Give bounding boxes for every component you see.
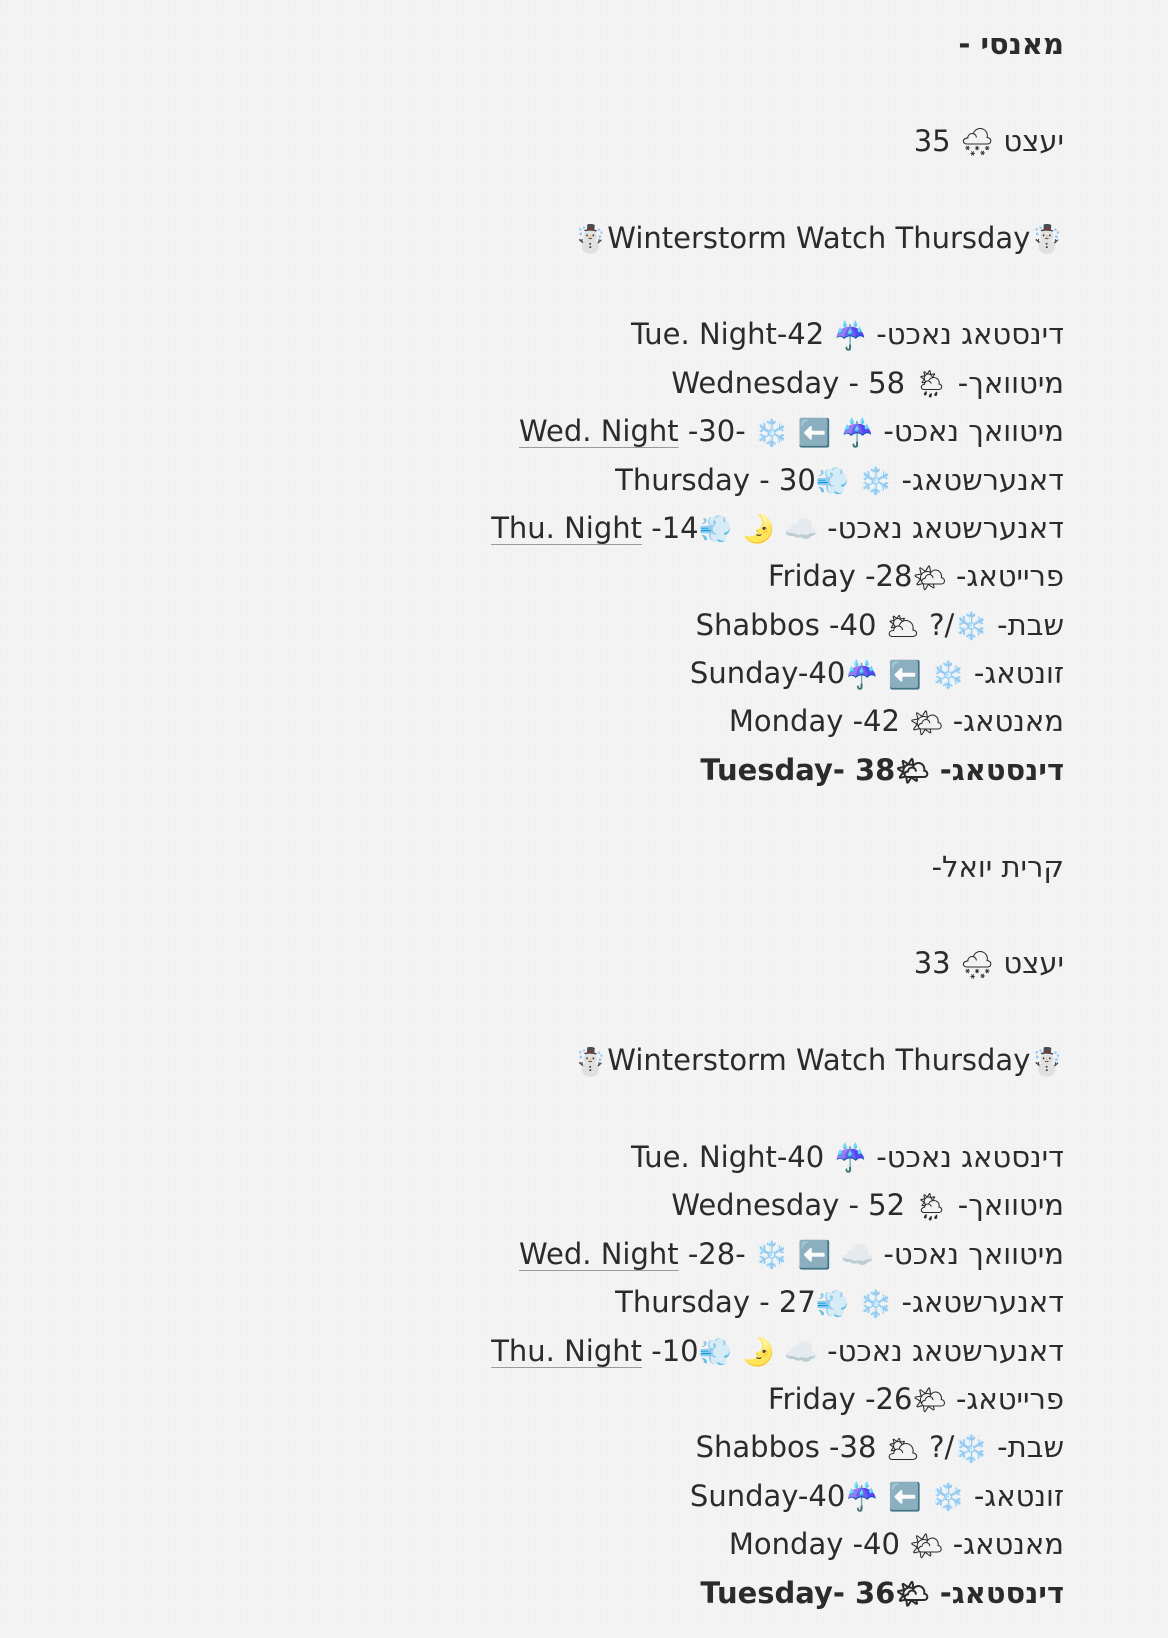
- english-day: -10: [642, 1333, 699, 1368]
- hebrew-day: דאנערשטאג נאכט-: [827, 1333, 1064, 1368]
- forecast-row: [304, 1278, 1064, 1326]
- cloud-icon: ☁️: [840, 1240, 875, 1272]
- forecast-row: [304, 697, 1064, 745]
- hebrew-day: מאנטאג-: [952, 1527, 1064, 1562]
- english-day: Shabbos -40: [695, 607, 877, 642]
- forecast-list: [304, 1133, 1064, 1617]
- hebrew-day: שבת-: [997, 1430, 1064, 1465]
- blank-line: [304, 794, 1064, 842]
- forecast-row: [304, 1375, 1064, 1423]
- sun-behind-cloud-icon: 🌤: [912, 1385, 947, 1417]
- umbrella-rain-icon: ☔️: [833, 1143, 868, 1175]
- blank-line: [304, 891, 1064, 939]
- section-title: מאנסי -: [958, 27, 1064, 61]
- storm-watch: [304, 1036, 1064, 1084]
- hebrew-day: דאנערשטאג-: [901, 462, 1064, 497]
- umbrella-rain-icon: ☔️: [840, 417, 875, 449]
- forecast-row: [304, 504, 1064, 552]
- current-weather: [304, 939, 1064, 987]
- left-arrow-icon: ⬅️: [888, 1482, 922, 1514]
- hebrew-day: מאנטאג-: [952, 704, 1064, 739]
- snowflake-icon: ❄️: [754, 417, 789, 449]
- forecast-row: [304, 1472, 1064, 1520]
- hebrew-day: דינסטאג נאכט-: [876, 1139, 1064, 1174]
- snowflake-icon: ❄️: [858, 466, 893, 498]
- sun-behind-large-cloud-icon: 🌥: [885, 1433, 920, 1465]
- snowman-icon: ☃️: [1030, 1046, 1064, 1078]
- forecast-row: [304, 649, 1064, 697]
- hebrew-day: דינסטאג-: [939, 1575, 1064, 1610]
- storm-watch-text: Winterstorm Watch Thursday: [607, 1043, 1031, 1078]
- wind-icon: 💨: [815, 466, 850, 498]
- english-day: Wednesday - 52: [671, 1188, 906, 1223]
- umbrella-rain-icon: ☔️: [833, 320, 868, 352]
- now-label: יעצט: [1003, 123, 1064, 158]
- hebrew-day: דאנערשטאג-: [901, 1285, 1064, 1320]
- forecast-row: [304, 1520, 1064, 1568]
- question-slash: ?/: [929, 1430, 955, 1465]
- forecast-list: [304, 310, 1064, 794]
- forecast-row: [304, 1423, 1064, 1471]
- section-title: קרית יואל-: [931, 849, 1064, 884]
- snow-cloud-icon: 🌨: [959, 127, 995, 159]
- cloud-icon: ☁️: [784, 1337, 818, 1369]
- wind-icon: 💨: [815, 1288, 850, 1320]
- english-day: Wednesday - 58: [671, 365, 906, 400]
- hebrew-day: דינסטאג-: [939, 752, 1064, 787]
- snowflake-icon: ❄️: [930, 1482, 965, 1514]
- now-temp: 33: [913, 946, 951, 981]
- forecast-row: [304, 456, 1064, 504]
- forecast-row: [304, 407, 1064, 455]
- hebrew-day: שבת-: [997, 607, 1064, 642]
- english-day: Tue. Night-42: [630, 317, 825, 352]
- snowman-icon: ☃️: [573, 224, 608, 256]
- english-day: Monday -40: [728, 1527, 900, 1562]
- sun-behind-cloud-icon: 🌤: [909, 707, 944, 739]
- sun-rain-cloud-icon: 🌦: [914, 1191, 949, 1223]
- english-day: Thursday - 30: [615, 462, 816, 497]
- english-day: -28-: [678, 1236, 746, 1271]
- english-day: Shabbos -38: [695, 1430, 877, 1465]
- english-day: Thursday - 27: [615, 1285, 816, 1320]
- storm-watch: [304, 214, 1064, 262]
- snowman-icon: ☃️: [573, 1046, 608, 1078]
- snowflake-icon: ❄️: [930, 659, 965, 691]
- snowflake-icon: ❄️: [954, 611, 988, 643]
- left-arrow-icon: ⬅️: [888, 659, 922, 691]
- snowflake-icon: ❄️: [954, 1433, 988, 1465]
- snow-cloud-icon: 🌨: [959, 949, 995, 981]
- english-day: Tuesday- 36: [700, 1575, 896, 1610]
- hebrew-day: מיטוואך נאכט-: [883, 1236, 1064, 1271]
- hebrew-day: דינסטאג נאכט-: [876, 317, 1064, 352]
- umbrella-rain-icon: ☔️: [845, 659, 879, 691]
- blank-line: [304, 165, 1064, 213]
- blank-line: [304, 1085, 1064, 1133]
- sun-behind-large-cloud-icon: 🌥: [885, 611, 920, 643]
- current-weather: [304, 117, 1064, 165]
- english-day-underlined[interactable]: Wed. Night: [519, 414, 679, 449]
- blank-line: [304, 988, 1064, 1036]
- now-temp: 35: [913, 123, 951, 158]
- snowflake-icon: ❄️: [858, 1288, 893, 1320]
- english-day: Monday -42: [728, 704, 900, 739]
- hebrew-day: פרייטאג-: [955, 559, 1064, 594]
- sun-behind-cloud-icon: 🌤: [912, 562, 947, 594]
- snowman-icon: ☃️: [1030, 224, 1064, 256]
- hebrew-day: זונטאג-: [973, 1478, 1064, 1513]
- english-day-underlined[interactable]: Wed. Night: [519, 1236, 679, 1271]
- english-day: -14: [642, 510, 699, 545]
- english-day-underlined[interactable]: Thu. Night: [491, 510, 643, 545]
- hebrew-day: מיטוואך נאכט-: [883, 414, 1064, 449]
- hebrew-day: מיטוואך-: [957, 365, 1064, 400]
- forecast-row: [304, 310, 1064, 358]
- forecast-row: [304, 1569, 1064, 1617]
- english-day: Friday -26: [767, 1381, 913, 1416]
- left-arrow-icon: ⬅️: [797, 1240, 832, 1272]
- sun-behind-cloud-icon: 🌤: [895, 756, 930, 788]
- blank-line: [304, 262, 1064, 310]
- forecast-row: [304, 1230, 1064, 1278]
- forecast-row: [304, 1181, 1064, 1229]
- left-arrow-icon: ⬅️: [797, 417, 832, 449]
- storm-watch-text: Winterstorm Watch Thursday: [607, 220, 1031, 255]
- forecast-row: [304, 359, 1064, 407]
- umbrella-rain-icon: ☔️: [845, 1482, 879, 1514]
- cloud-icon: ☁️: [784, 514, 818, 546]
- wind-icon: 💨: [698, 1337, 733, 1369]
- english-day: Tue. Night-40: [630, 1139, 825, 1174]
- english-day: Sunday-40: [689, 656, 846, 691]
- sun-rain-cloud-icon: 🌦: [914, 369, 949, 401]
- moon-icon: 🌛: [741, 1337, 776, 1369]
- blank-line: [304, 68, 1064, 116]
- english-day: Sunday-40: [689, 1478, 846, 1513]
- forecast-row: [304, 552, 1064, 600]
- question-slash: ?/: [929, 607, 955, 642]
- english-day: Friday -28: [767, 559, 913, 594]
- snowflake-icon: ❄️: [754, 1240, 789, 1272]
- forecast-row: [304, 746, 1064, 794]
- english-day: -30-: [678, 414, 746, 449]
- english-day-underlined[interactable]: Thu. Night: [491, 1333, 643, 1368]
- moon-icon: 🌛: [741, 514, 776, 546]
- now-label: יעצט: [1003, 946, 1064, 981]
- hebrew-day: פרייטאג-: [955, 1381, 1064, 1416]
- forecast-row: [304, 601, 1064, 649]
- forecast-row: [304, 1327, 1064, 1375]
- sun-behind-cloud-icon: 🌤: [895, 1579, 930, 1610]
- hebrew-day: זונטאג-: [973, 656, 1064, 691]
- english-day: Tuesday- 38: [700, 752, 896, 787]
- hebrew-day: דאנערשטאג נאכט-: [827, 510, 1064, 545]
- forecast-row: [304, 1133, 1064, 1181]
- note-body[interactable]: [304, 20, 1064, 1617]
- wind-icon: 💨: [698, 514, 733, 546]
- hebrew-day: מיטוואך-: [957, 1188, 1064, 1223]
- sun-behind-cloud-icon: 🌤: [909, 1530, 944, 1562]
